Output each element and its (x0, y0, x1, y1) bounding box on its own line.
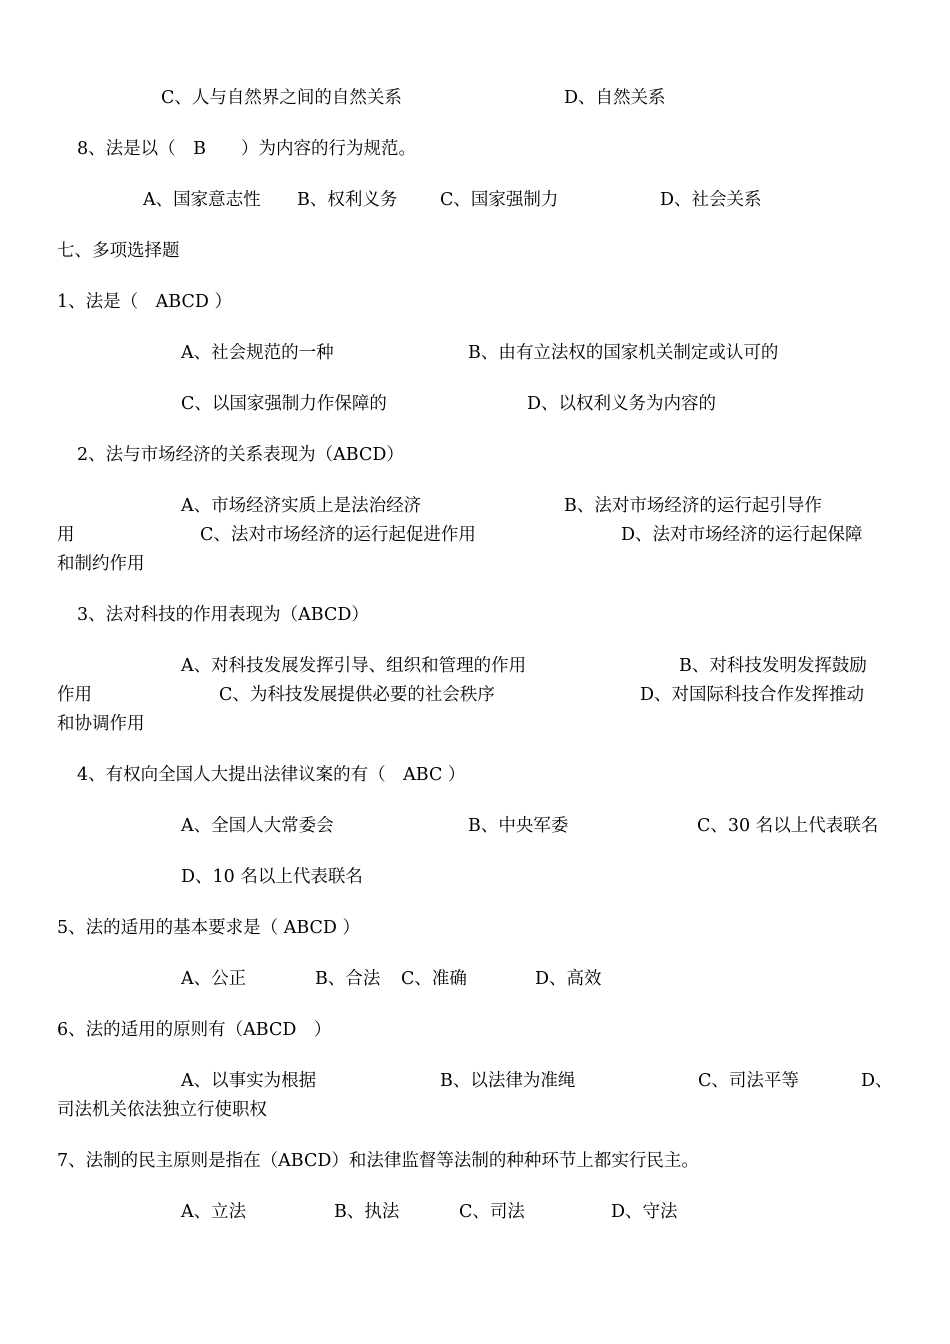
option-a: A、以事实为根据 (181, 1071, 317, 1091)
option-b: B、由有立法权的国家机关制定或认可的 (468, 343, 779, 363)
question-4: 4、有权向全国人大提出法律议案的有（ ABC ） (77, 765, 466, 785)
option-c: C、法对市场经济的运行起促进作用 (200, 525, 476, 545)
option-b: B、中央军委 (468, 816, 569, 836)
option-c: C、国家强制力 (440, 190, 559, 210)
option-d: D、高效 (535, 969, 602, 989)
question-5: 5、法的适用的基本要求是（ ABCD ） (57, 918, 361, 938)
option-b: B、对科技发明发挥鼓励 (679, 656, 867, 676)
option-d: D、自然关系 (564, 88, 666, 108)
option-b-continued: 用 (57, 525, 75, 545)
option-b: B、权利义务 (297, 190, 398, 210)
option-a: A、全国人大常委会 (181, 816, 334, 836)
option-d-continued: 司法机关依法独立行使职权 (57, 1100, 267, 1120)
option-d: D、对国际科技合作发挥推动 (640, 685, 865, 705)
option-d: D、10 名以上代表联名 (181, 867, 363, 887)
option-c: C、为科技发展提供必要的社会秩序 (219, 685, 495, 705)
option-b: B、以法律为准绳 (440, 1071, 576, 1091)
option-d: D、 (861, 1071, 893, 1091)
option-c: C、人与自然界之间的自然关系 (161, 88, 402, 108)
option-c: C、30 名以上代表联名 (697, 816, 879, 836)
option-a: A、对科技发展发挥引导、组织和管理的作用 (181, 656, 527, 676)
option-a: A、公正 (181, 969, 247, 989)
option-d: D、法对市场经济的运行起保障 (621, 525, 863, 545)
option-a: A、国家意志性 (143, 190, 261, 210)
question-1: 1、法是（ ABCD ） (57, 292, 232, 312)
option-d: D、守法 (611, 1202, 678, 1222)
option-b: B、执法 (334, 1202, 400, 1222)
option-c: C、司法 (459, 1202, 525, 1222)
option-a: A、社会规范的一种 (181, 343, 334, 363)
question-8: 8、法是以（ B ）为内容的行为规范。 (77, 139, 416, 159)
question-2: 2、法与市场经济的关系表现为（ABCD） (77, 445, 404, 465)
option-c: C、司法平等 (698, 1071, 799, 1091)
option-b: B、合法 (315, 969, 381, 989)
question-6: 6、法的适用的原则有（ABCD ） (57, 1020, 332, 1040)
option-d-continued: 和制约作用 (57, 554, 145, 574)
option-a: A、市场经济实质上是法治经济 (181, 496, 422, 516)
option-b: B、法对市场经济的运行起引导作 (564, 496, 822, 516)
question-7: 7、法制的民主原则是指在（ABCD）和法律监督等法制的种种环节上都实行民主。 (57, 1151, 699, 1171)
option-d-continued: 和协调作用 (57, 714, 145, 734)
question-3: 3、法对科技的作用表现为（ABCD） (77, 605, 369, 625)
option-c: C、准确 (401, 969, 467, 989)
option-b-continued: 作用 (57, 685, 92, 705)
option-d: D、社会关系 (660, 190, 762, 210)
option-d: D、以权利义务为内容的 (527, 394, 717, 414)
option-c: C、以国家强制力作保障的 (181, 394, 387, 414)
option-a: A、立法 (181, 1202, 247, 1222)
section-heading: 七、多项选择题 (57, 241, 180, 261)
